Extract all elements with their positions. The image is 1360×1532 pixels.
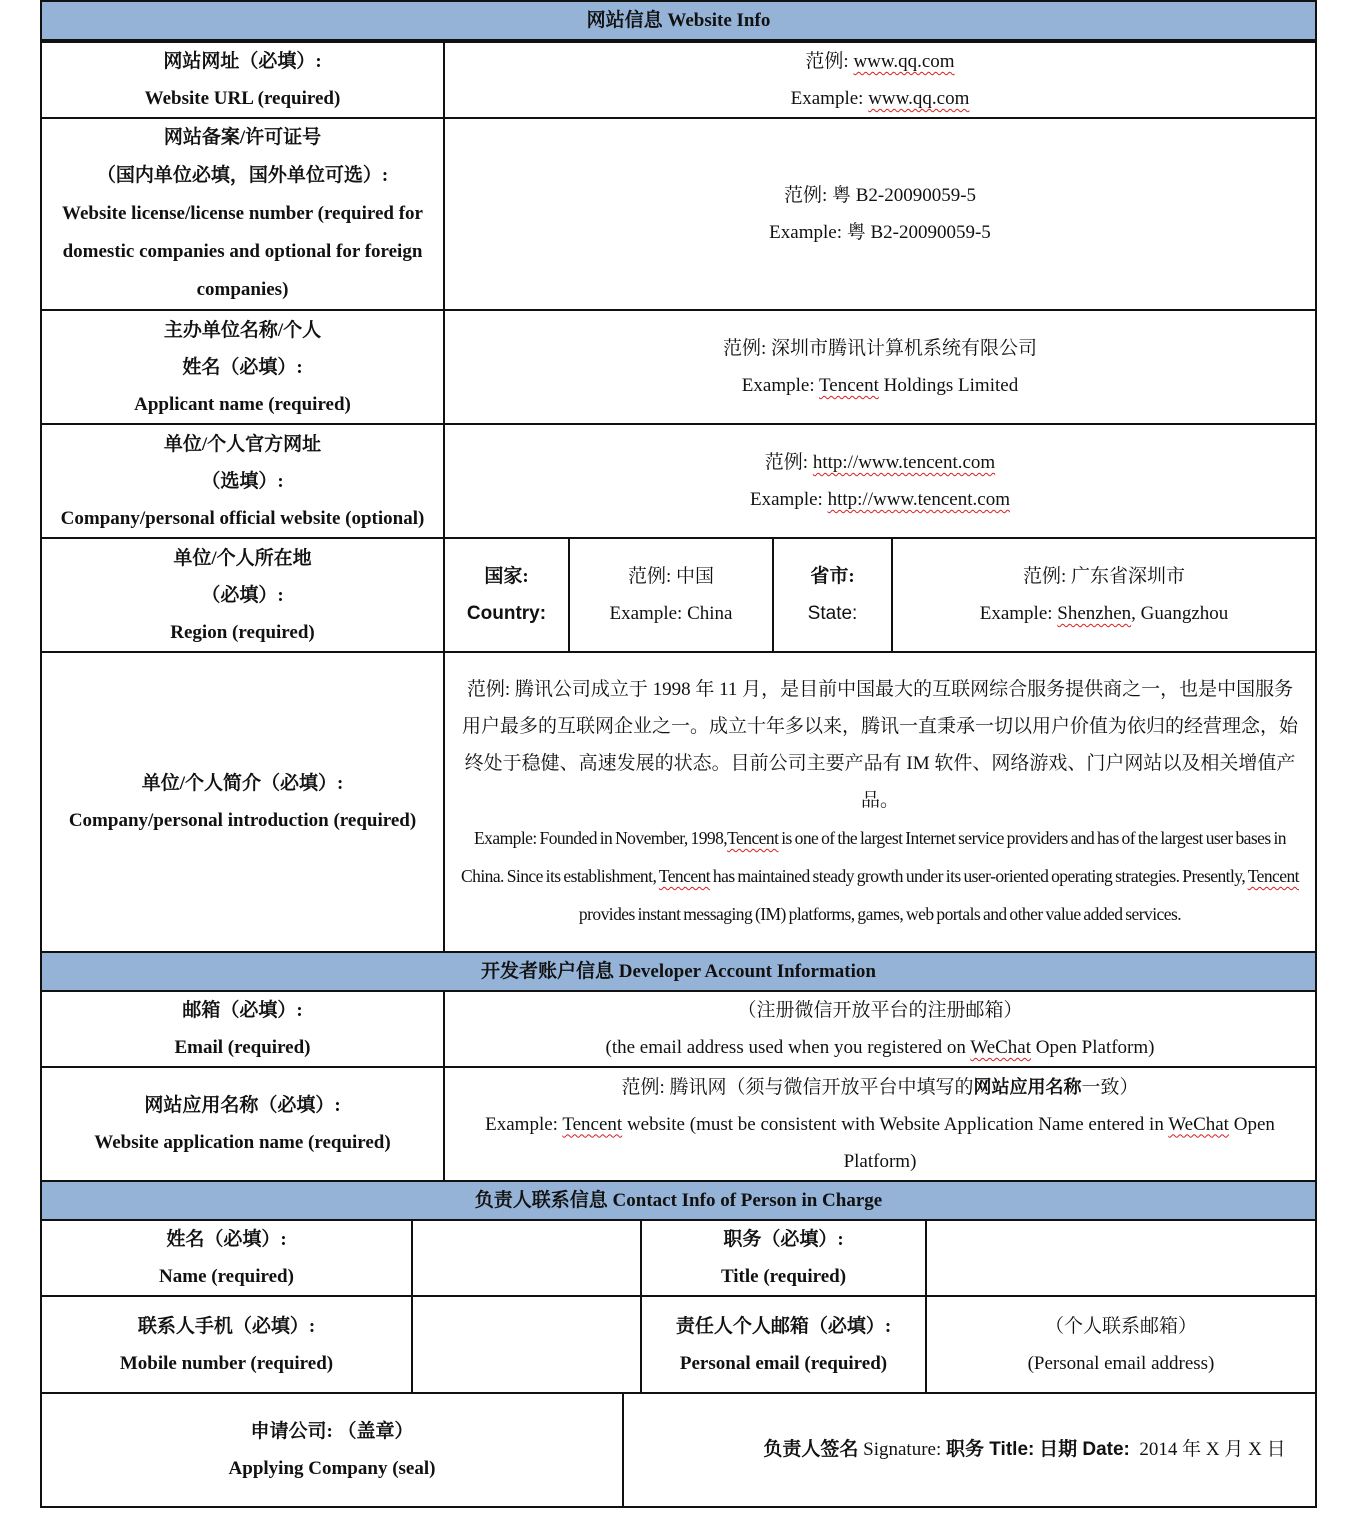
signature-row	[41, 1393, 1316, 1507]
url-row	[41, 42, 1316, 118]
personal-email-input[interactable]: （个人联系邮箱） (Personal email address)	[926, 1296, 1316, 1393]
url-example-en: Example: www.qq.com	[790, 88, 970, 109]
signature-line: 负责人签名 Signature:	[763, 1439, 942, 1460]
app-name-row	[41, 1067, 1316, 1181]
intro-table	[40, 651, 1317, 953]
mobile-input[interactable]	[412, 1296, 641, 1393]
website-info-header-table	[40, 0, 1317, 41]
title-input[interactable]	[926, 1220, 1316, 1296]
applying-company-cell[interactable]: 申请公司: （盖章） Applying Company (seal)	[41, 1393, 623, 1507]
section-header-developer-account: 开发者账户信息 Developer Account Information	[41, 952, 1316, 991]
contact-row-1	[41, 1220, 1316, 1296]
developer-account-table	[40, 990, 1317, 1182]
signature-cell[interactable]	[623, 1393, 1316, 1507]
url-value-cell[interactable]	[444, 42, 1316, 118]
region-row	[41, 538, 1316, 652]
personal-email-label: 责任人个人邮箱（必填）: Personal email (required)	[641, 1296, 926, 1393]
intro-row	[41, 652, 1316, 952]
country-value-cell[interactable]: 范例: 中国 Example: China	[569, 538, 773, 652]
region-label: 单位/个人所在地 （必填）: Region (required)	[41, 538, 444, 652]
applicant-row	[41, 310, 1316, 424]
license-label: 网站备案/许可证号 （国内单位必填，国外单位可选）: Website license/license number (required for domestic companies and optional for foreign companies)	[41, 118, 444, 310]
signature-date-line: 日期 Date: 2014 年 X 月 X 日	[1039, 1439, 1286, 1460]
url-example-zh: 范例: www.qq.com	[805, 51, 955, 72]
intro-value-cell[interactable]	[444, 652, 1316, 952]
region-table	[40, 537, 1317, 653]
email-label: 邮箱（必填）: Email (required)	[41, 991, 444, 1067]
license-row	[41, 118, 1316, 310]
official-site-example-zh: 范例: http://www.tencent.com	[764, 452, 996, 473]
applicant-label: 主办单位名称/个人 姓名（必填）: Applicant name (required)	[41, 310, 444, 424]
intro-label: 单位/个人简介（必填）: Company/personal introduction (required)	[41, 652, 444, 952]
official-site-row	[41, 424, 1316, 538]
url-label: 网站网址（必填）: Website URL (required)	[41, 42, 444, 118]
signature-table	[40, 1392, 1317, 1508]
applicant-value-cell[interactable]	[444, 310, 1316, 424]
website-info-table	[40, 41, 1317, 539]
app-name-label: 网站应用名称（必填）: Website application name (required)	[41, 1067, 444, 1181]
contact-row-2	[41, 1296, 1316, 1393]
app-name-value-cell[interactable]: 范例: 腾讯网（须与微信开放平台中填写的网站应用名称一致） Example: Tencent website (must be consistent with Website Application Name entered in WeChat Open Platform)	[444, 1067, 1316, 1181]
official-site-label: 单位/个人官方网址 （选填）: Company/personal official website (optional)	[41, 424, 444, 538]
license-example-zh: 范例: 粤 B2-20090059-5	[783, 185, 977, 206]
application-form	[40, 0, 1317, 1508]
title-label: 职务（必填）: Title (required)	[641, 1220, 926, 1296]
email-row	[41, 991, 1316, 1067]
intro-example-zh: 范例: 腾讯公司成立于 1998 年 11 月，是目前中国最大的互联网综合服务提供商之一，也是中国服务用户最多的互联网企业之一。成立十年多以来，腾讯一直秉承一切以用户价值为依归的经营理念，始终处于稳健、高速发展的状态。目前公司主要产品有 IM 软件、网络游戏、门户网站以及相关增值产品。	[461, 679, 1298, 811]
state-value-cell[interactable]: 范例: 广东省深圳市 Example: Shenzhen, Guangzhou	[892, 538, 1316, 652]
official-site-value-cell[interactable]	[444, 424, 1316, 538]
official-site-example-en: Example: http://www.tencent.com	[750, 489, 1010, 510]
name-input[interactable]	[412, 1220, 641, 1296]
license-example-en: Example: 粤 B2-20090059-5	[769, 222, 991, 243]
signature-title-line: 职务 Title:	[946, 1439, 1035, 1460]
intro-example-en: Example: Founded in November, 1998,Tencent is one of the largest Internet service providers and has of the largest user bases in China. Since its establishment, Tencent has maintained steady growth under its user-oriented operating strategies. Presently, Tencent provides instant messaging (IM) platforms, games, web portals and other value added services.	[461, 828, 1299, 924]
country-label: 国家: Country:	[444, 538, 569, 652]
name-label: 姓名（必填）: Name (required)	[41, 1220, 412, 1296]
applicant-example-zh: 范例: 深圳市腾讯计算机系统有限公司	[722, 338, 1038, 359]
section-header-contact: 负责人联系信息 Contact Info of Person in Charge	[41, 1181, 1316, 1220]
mobile-label: 联系人手机（必填）: Mobile number (required)	[41, 1296, 412, 1393]
section-header-website-info: 网站信息 Website Info	[41, 1, 1316, 40]
applicant-example-en: Example: Tencent Holdings Limited	[741, 375, 1019, 396]
email-value-cell[interactable]: （注册微信开放平台的注册邮箱） (the email address used when you registered on WeChat Open Platform)	[444, 991, 1316, 1067]
developer-header-table	[40, 951, 1317, 992]
state-label: 省市: State:	[773, 538, 892, 652]
contact-header-table	[40, 1180, 1317, 1221]
license-value-cell[interactable]	[444, 118, 1316, 310]
contact-table	[40, 1219, 1317, 1394]
